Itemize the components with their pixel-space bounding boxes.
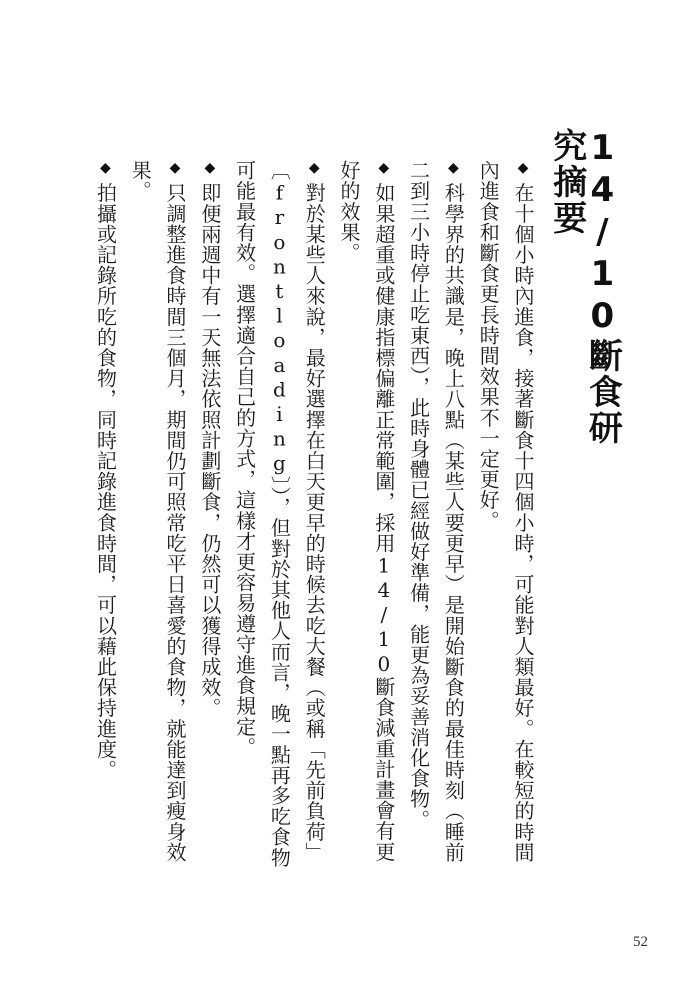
list-item-text: 拍攝或記錄所吃的食物，同時記錄進食時間，可以藉此保持進度。 [93, 182, 118, 781]
list-item-text: 即便兩週中有一天無法依照計劃斷食，仍然可以獲得成效。 [197, 182, 222, 719]
list-item-text: 如果超重或健康指標偏離正常範圍，採用14/10斷食減重計畫會有更好的效果。 [337, 160, 396, 862]
diamond-bullet-icon: ◆ [201, 160, 218, 177]
list-item-text: 對於某些人來說，最好選擇在白天更早的時候去吃大餐（或稱「先前負荷」〔frontloading〕），但對於其他人而言，晚一點再多吃食物可能最有效。選擇適合自己的方式，這樣才更容易遵守進食規定。 [232, 160, 327, 868]
bullet-list [93, 160, 540, 880]
list-item [227, 160, 331, 880]
diamond-bullet-icon: ◆ [515, 160, 531, 177]
diamond-bullet-icon: ◆ [445, 160, 462, 177]
list-item-text: 科學界的共識是，晚上八點（某些人要更早）是開始斷食的最佳時刻（睡前二到三小時停止吃東西），此時身體已經做好準備，能更為妥善消化食物。 [406, 160, 466, 863]
diamond-bullet-icon: ◆ [167, 160, 184, 177]
list-item [88, 160, 123, 880]
list-item [470, 160, 540, 880]
diamond-bullet-icon: ◆ [375, 160, 392, 177]
list-item [122, 160, 192, 880]
list-item-text: 在十個小時內進食，接著斷食十四個小時，可能對人類最好。在較短的時間內進食和斷食更長時間效果不一定更好。 [476, 160, 535, 863]
list-item [331, 160, 401, 880]
diamond-bullet-icon: ◆ [306, 160, 323, 177]
list-item-text: 只調整進食時間三個月，期間仍可照常吃平日喜愛的食物，就能達到瘦身效果。 [128, 160, 188, 863]
diamond-bullet-icon: ◆ [97, 160, 114, 177]
page-number: 52 [633, 934, 648, 950]
list-item [401, 160, 471, 880]
list-item [192, 160, 227, 880]
page-title: 14/10斷食研究摘要 [546, 128, 623, 446]
